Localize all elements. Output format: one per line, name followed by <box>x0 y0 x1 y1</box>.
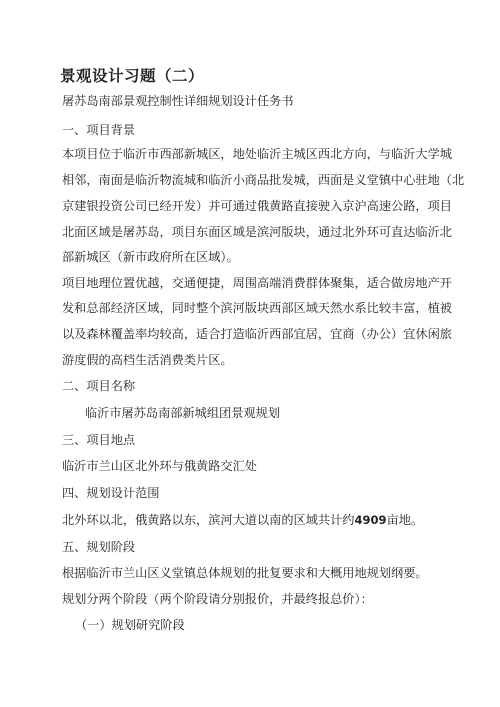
planning-scope-text <box>62 512 423 528</box>
project-name-text: 临沂市屠苏岛南部新城组团景观规划 <box>85 406 280 420</box>
section-heading-planning-stages: 五、规划阶段 <box>62 540 136 554</box>
project-location-text: 临沂市兰山区北外环与俄黄路交汇处 <box>62 459 257 473</box>
paragraph-line: 部新城区（新市政府所在区域）。 <box>62 250 239 264</box>
paragraph-line: 发和总部经济区域，同时整个滨河版块西部区域天然水系比较丰富，植被 <box>62 301 452 315</box>
paragraph-line: 相邻，南面是临沂物流城和临沂小商品批发城，西面是义堂镇中心驻地（北 <box>62 173 465 187</box>
planning-scope-text-b: 亩地。 <box>386 513 424 527</box>
paragraph-line: 项目地理位置优越，交通便捷，周围高端消费群体聚集，适合做房地产开 <box>62 276 452 290</box>
paragraph-line: 本项目位于临沂市西部新城区，地处临沂主城区西北方向，与临沂大学城 <box>62 147 452 161</box>
paragraph-line: 北面区域是屠苏岛，项目东面区域是滨河版块，通过北外环可直达临沂北 <box>62 225 452 239</box>
paragraph-line: 游度假的高档生活消费类片区。 <box>62 353 233 367</box>
section-heading-background: 一、项目背景 <box>62 123 136 137</box>
planning-scope-text-a: 北外环以北，俄黄路以东，滨河大道以南的区域共计约 <box>62 513 355 527</box>
planning-stages-text-1: 根据临沂市兰山区义堂镇总体规划的批复要求和大概用地规划纲要。 <box>62 566 428 580</box>
section-heading-planning-scope: 四、规划设计范围 <box>62 486 160 500</box>
document-title: 景观设计习题（二） <box>60 67 205 85</box>
planning-stages-text-2: 规划分两个阶段（两个阶段请分别报价，并最终报总价）： <box>62 592 373 606</box>
paragraph-line: 京建银投资公司已经开发）并可通过俄黄路直接驶入京沪高速公路，项目 <box>62 199 452 213</box>
document-subtitle: 屠苏岛南部景观控制性详细规划设计任务书 <box>62 94 294 108</box>
planning-stage-research: （一）规划研究阶段 <box>75 618 185 632</box>
section-heading-project-name: 二、项目名称 <box>62 379 136 393</box>
paragraph-line: 以及森林覆盖率均较高，适合打造临沂西部宜居，宜商（办公）宜休闲旅 <box>62 327 452 341</box>
area-number: 4909 <box>354 513 387 527</box>
section-heading-project-location: 三、项目地点 <box>62 433 136 447</box>
